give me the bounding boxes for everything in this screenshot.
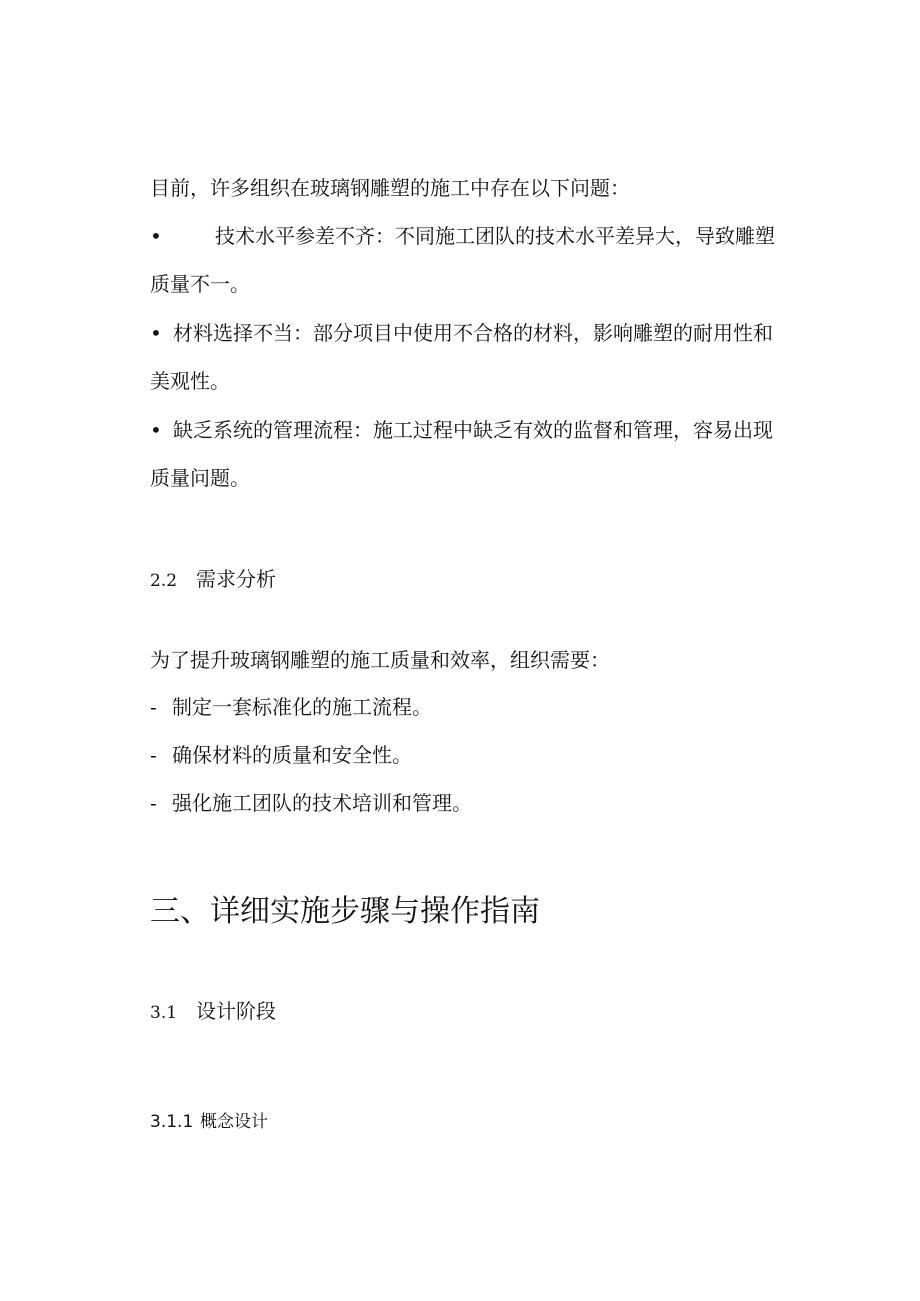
- needs-item-text: 确保材料的质量和安全性。: [172, 743, 412, 767]
- problem-item-1-line1: 技术水平参差不齐：不同施工团队的技术水平差异大，导致雕塑: [215, 224, 775, 248]
- section-title: 需求分析: [196, 567, 276, 591]
- problem-item-1: [150, 212, 775, 260]
- needs-item-1: [150, 683, 432, 731]
- subsection-number: 3.1.1: [150, 1112, 194, 1132]
- bullet-icon: •: [150, 224, 162, 248]
- problem-item-3-cont: 质量问题。: [150, 466, 250, 490]
- problem-item-2-cont: 美观性。: [150, 369, 230, 393]
- section-title: 设计阶段: [196, 999, 276, 1023]
- problem-item-2-line1: 材料选择不当：部分项目中使用不合格的材料，影响雕塑的耐用性和: [173, 321, 773, 345]
- section-heading-2-2: [150, 555, 276, 605]
- needs-item-text: 强化施工团队的技术培训和管理。: [172, 791, 472, 815]
- section-number: 3.1: [150, 1003, 178, 1023]
- problem-item-3-line1: 缺乏系统的管理流程：施工过程中缺乏有效的监督和管理，容易出现: [173, 418, 773, 442]
- needs-item-2: [150, 731, 412, 779]
- dash-marker: -: [150, 695, 157, 719]
- problem-item-2: [150, 309, 773, 357]
- section-heading-3-1: [150, 987, 276, 1037]
- section-number: 2.2: [150, 571, 178, 591]
- bullet-icon: •: [150, 418, 162, 442]
- problem-item-3: [150, 406, 773, 454]
- problems-intro: 目前，许多组织在玻璃钢雕塑的施工中存在以下问题：: [150, 176, 630, 200]
- dash-marker: -: [150, 743, 157, 767]
- problem-item-1-cont: 质量不一。: [150, 272, 250, 296]
- needs-intro: 为了提升玻璃钢雕塑的施工质量和效率，组织需要：: [150, 648, 610, 672]
- bullet-icon: •: [150, 321, 162, 345]
- subsection-title: 概念设计: [200, 1112, 268, 1132]
- subsection-heading-3-1-1: [150, 1110, 268, 1134]
- chapter-heading-3: 三、详细实施步骤与操作指南: [150, 894, 540, 929]
- needs-item-3: [150, 779, 472, 827]
- dash-marker: -: [150, 791, 157, 815]
- needs-item-text: 制定一套标准化的施工流程。: [172, 695, 432, 719]
